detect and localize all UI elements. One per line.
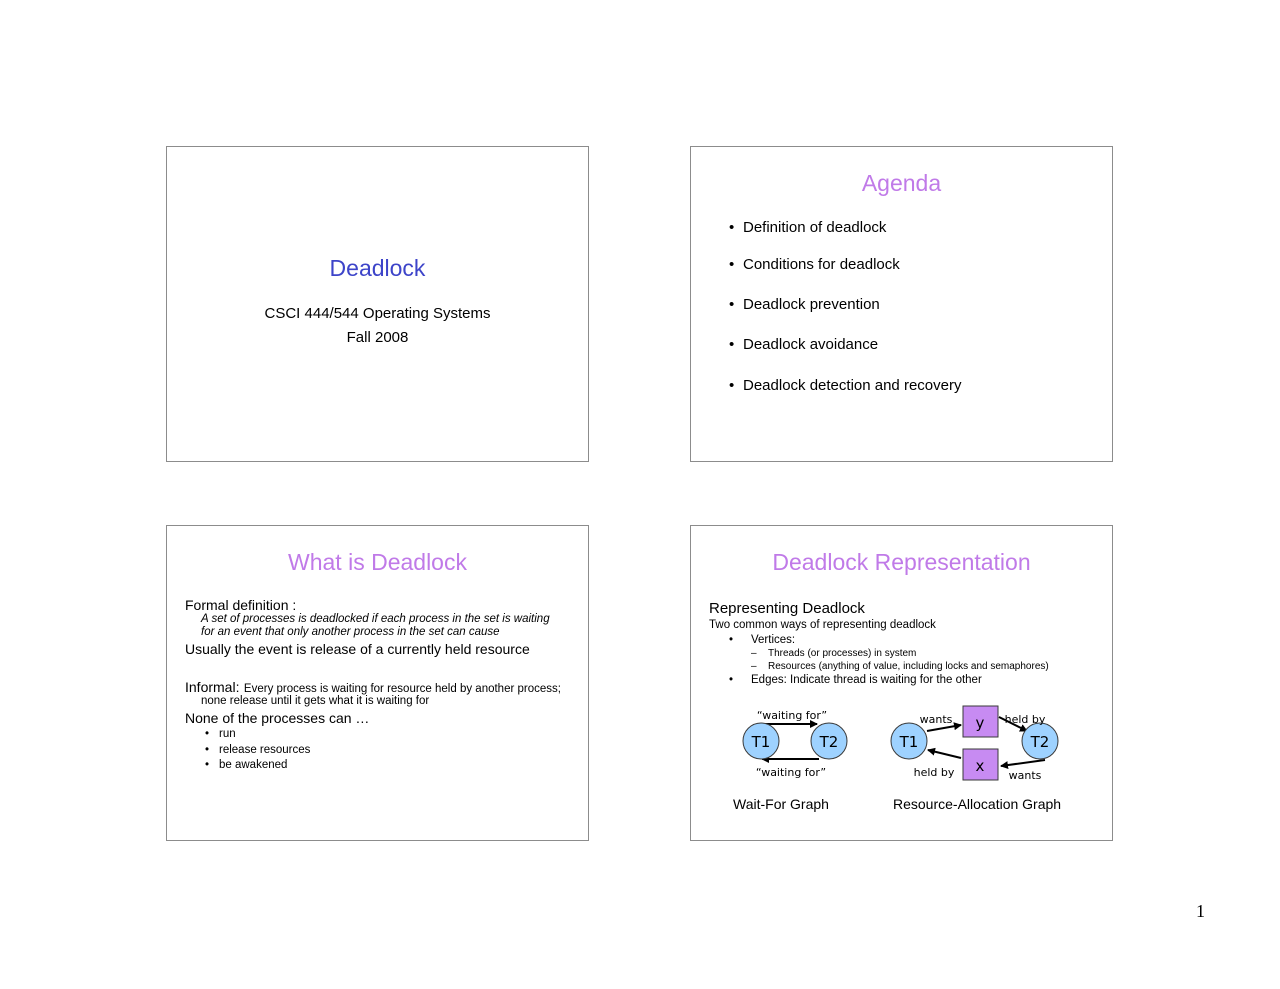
edges-label: Edges: Indicate thread is waiting for the other [751,674,982,686]
agenda-item-label: Deadlock detection and recovery [743,377,962,394]
rag-caption: Resource-Allocation Graph [893,796,1062,812]
none-item-label: run [219,728,236,740]
agenda-item-label: Definition of deadlock [743,219,887,236]
rag-wants-top-label: wants [919,713,953,726]
none-item-label: release resources [219,744,311,756]
wait-for-edge-bottom-label: “waiting for” [755,766,827,779]
agenda-item-label: Deadlock prevention [743,296,880,313]
slide1-course: CSCI 444/544 Operating Systems [264,305,491,322]
slide1-term: Fall 2008 [346,329,409,346]
slide4-title: Deadlock Representation [772,549,1031,575]
informal-line-1: Every process is waiting for resource held by another process; [243,683,561,695]
rag-edge-t2-wants-x [1001,760,1045,766]
usually-text: Usually the event is release of a currently held resource [185,641,530,657]
wait-for-t2-label: T2 [819,733,839,751]
wait-for-edge-top-label: “waiting for” [756,709,828,722]
agenda-item-label: Deadlock avoidance [743,336,879,353]
wait-for-t1-label: T1 [751,733,771,751]
slide-agenda: Agenda • Definition of deadlock • Conditions for deadlock • Deadlock prevention • Deadlock avoidance • Deadlock detection and recovery [690,146,1113,462]
informal-line-2: none release until it gets what it is waiting for [201,695,430,707]
slide4-intro: Two common ways of representing deadlock [709,619,936,631]
none-item-label: be awakened [219,759,288,771]
wait-for-caption: Wait-For Graph [733,796,829,812]
slide-deadlock-representation: Deadlock Representation Representing Deadlock Two common ways of representing deadlock • Vertices: – Threads (or processes) in system – Resources (anything of value, including locks and semaphores) • Edges: Indicate thread is waiting for the other T1 T2 “waiting for” “waiting for” T1 T2 y x wants held by held by wants Wait-For Graph Resource-Allocation Graph [690,525,1113,841]
vertices-label: Vertices: [751,634,796,646]
page-number: 1 [1196,901,1205,921]
informal-label: Informal: [185,679,240,695]
slide-title [166,146,589,462]
rag-wants-bottom-label: wants [1008,769,1042,782]
slide2-title: Agenda [861,170,942,196]
formal-line-2: for an event that only another process in the set can cause [201,626,500,638]
graphs-diagram [691,526,1114,842]
agenda-item-label: Conditions for deadlock [743,256,900,273]
none-label: None of the processes can … [185,710,370,726]
slide1-title: Deadlock [329,255,426,281]
rag-t2-label: T2 [1030,733,1050,751]
rag-held-by-top-label: held by [1004,713,1046,726]
rag-edge-x-held-by-t1 [928,750,961,758]
slide4-subtitle: Representing Deadlock [709,600,865,617]
rag-held-by-bottom-label: held by [913,766,955,779]
rag-x-label: x [975,757,985,775]
slide3-title: What is Deadlock [288,549,467,575]
vertex-item-label: Threads (or processes) in system [768,648,917,659]
rag-y-label: y [975,714,985,732]
rag-t1-label: T1 [899,733,919,751]
formal-line-1: A set of processes is deadlocked if each process in the set is waiting [201,613,550,625]
formal-label: Formal definition : [185,597,297,613]
slide-what-is-deadlock: What is Deadlock Formal definition : A set of processes is deadlocked if each process in the set is waiting for an event that only another process in the set can cause Usually the event is release of a currently held resource Informal: Every process is waiting for resource held by another process; none release until it gets what it is waiting for None of the processes can … • run • release resources • be awakened [166,525,589,841]
vertex-item-label: Resources (anything of value, including locks and semaphores) [768,661,1049,672]
